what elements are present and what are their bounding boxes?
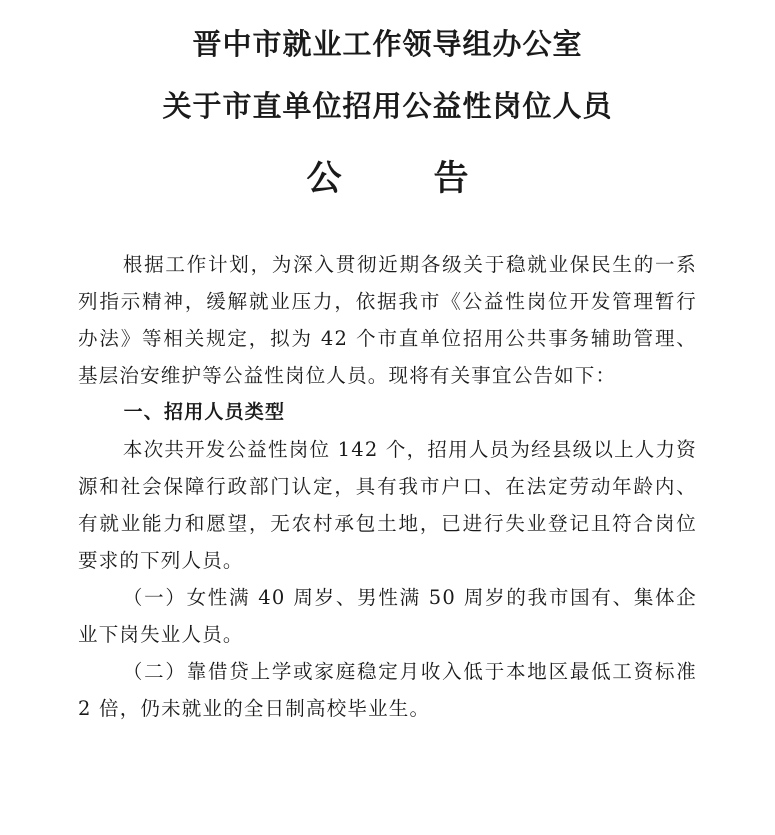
announcement-char-1: 公 xyxy=(306,158,342,199)
paragraph-recruitment-scope: 本次共开发公益性岗位 142 个，招用人员为经县级以上人力资源和社会保障行政部门认定，具有我市户口、在法定劳动年龄内、有就业能力和愿望，无农村承包土地，已进行失业登记且符合岗位要求的下列人员。 xyxy=(78,438,697,572)
section-heading-recruitment-types: 一、招用人员类型 xyxy=(123,401,286,423)
list-item-graduates: （二）靠借贷上学或家庭稳定月收入低于本地区最低工资标准 2 倍，仍未就业的全日制高校毕业生。 xyxy=(78,660,697,720)
announcement-heading xyxy=(78,158,697,199)
paragraph-intro: 根据工作计划，为深入贯彻近期各级关于稳就业保民生的一系列指示精神，缓解就业压力，依据我市《公益性岗位开发管理暂行办法》等相关规定，拟为 42 个市直单位招用公共事务辅助管理、基层治安维护等公益性岗位人员。现将有关事宜公告如下： xyxy=(78,253,697,387)
document-title-line-2: 关于市直单位招用公益性岗位人员 xyxy=(162,89,613,123)
announcement-char-2: 告 xyxy=(433,158,469,199)
document-title-line-1: 晋中市就业工作领导组办公室 xyxy=(192,27,583,61)
list-item-laid-off-workers: （一）女性满 40 周岁、男性满 50 周岁的我市国有、集体企业下岗失业人员。 xyxy=(78,586,697,646)
document-body xyxy=(78,246,697,727)
